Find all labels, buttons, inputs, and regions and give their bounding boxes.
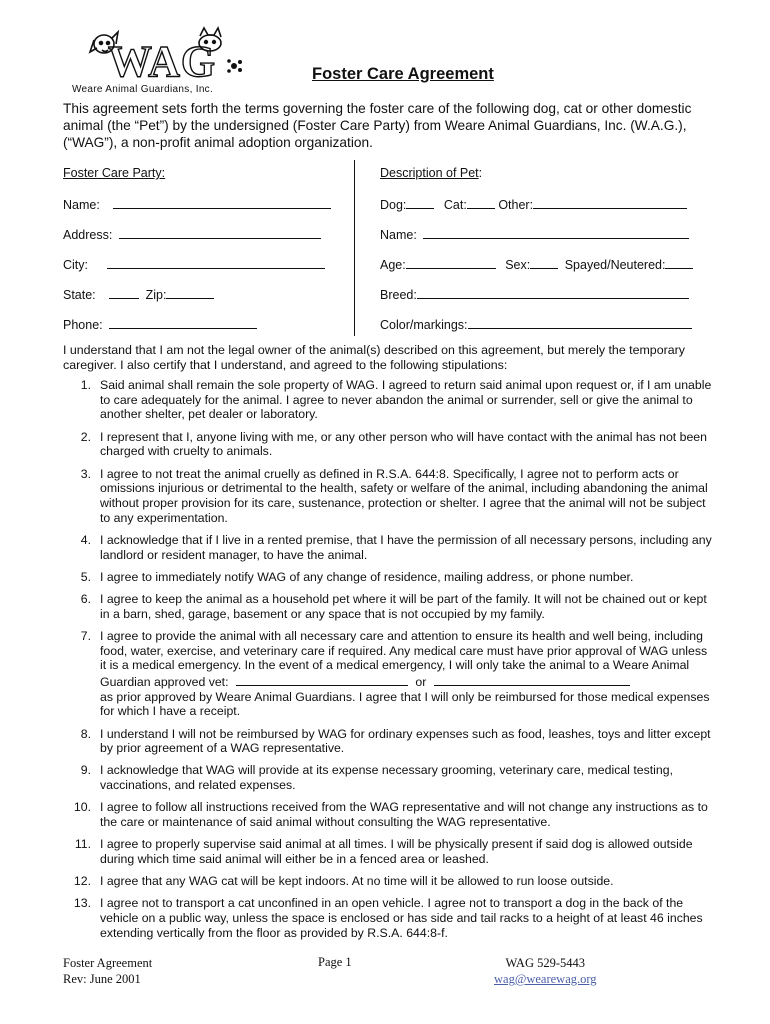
page-title: Foster Care Agreement xyxy=(312,65,494,83)
list-item: 4. I acknowledge that if I live in a rented premise, that I have the permission of all necessary persons, including any landlord or resident manager, to have the animal. xyxy=(80,532,712,562)
foster-party-heading: Foster Care Party: xyxy=(63,166,166,180)
footer-revision: Rev: June 2001 xyxy=(63,972,141,986)
foster-city-row: City: xyxy=(63,256,325,272)
foster-address-field[interactable] xyxy=(119,226,321,239)
footer-doc-name: Foster Agreement xyxy=(63,956,153,970)
list-item: 12. I agree that any WAG cat will be kept indoors. At no time will it be allowed to run loose outside. xyxy=(73,874,614,889)
list-item: 3. I agree to not treat the animal cruelly as defined in R.S.A. 644:8. Specifically, I agree not to perform acts or omissions injurious or detrimental to the health, safety or welfare of the animal, including abandoning the animal without proper provision for its care, sustenance, protection or shelter. I agree that the animal will not be subject to any experimentation. xyxy=(80,466,708,525)
paw-print-icon xyxy=(227,59,242,73)
footer-page-number: Page 1 xyxy=(318,955,352,969)
foster-city-field[interactable] xyxy=(107,256,325,269)
footer-left xyxy=(63,955,152,987)
list-item: 7. I agree to provide the animal with all necessary care and attention to ensure its health and well being, including food, water, exercise, and veterinary care if required. Any medical care must have prior approval of WAG unless it is a medical emergency. In the event of a medical emergency, I will only take the animal to a Weare Animal Guardian approved vet: or as prior approved by Weare Animal Guardians. I agree that I will only be reimbursed for those medical expenses for which I have a receipt. xyxy=(80,628,710,719)
foster-state-field[interactable] xyxy=(109,286,139,299)
pet-heading: Description of Pet: xyxy=(380,166,483,180)
list-item: 13. I agree not to transport a cat unconfined in an open vehicle. I agree not to transport a dog in the back of the vehicle on a public way, unless the space is enclosed or has side and tail racks to a height of at least 46 inches extending vertically from the floor as provided by R.S.A. 644:8-f. xyxy=(73,896,703,940)
understanding-paragraph: I understand that I am not the legal owner of the animal(s) described on this agreement, but merely the temporary caregiver. I also certify that I understand, and agreed to the following stipulations: xyxy=(63,343,685,372)
foster-phone-row: Phone: xyxy=(63,316,257,332)
pet-sex-field[interactable] xyxy=(530,256,558,269)
foster-name-field[interactable] xyxy=(113,196,331,209)
foster-name-row: Name: xyxy=(63,196,331,212)
pet-breed-row: Breed: xyxy=(380,286,689,302)
pet-dog-field[interactable] xyxy=(406,196,434,209)
wag-logo xyxy=(88,26,248,80)
pet-name-row: Name: xyxy=(380,226,689,242)
list-item: 11. I agree to properly supervise said animal at all times. I will be physically present if said dog is allowed outside during which time said animal will either be in a fenced area or leashed. xyxy=(74,837,693,866)
vet-2-field[interactable] xyxy=(434,673,630,686)
pet-type-row: Dog: Cat: Other: xyxy=(380,196,687,212)
foster-phone-field[interactable] xyxy=(109,316,257,329)
pet-color-row: Color/markings: xyxy=(380,316,692,332)
pet-spayed-field[interactable] xyxy=(665,256,693,269)
list-item: 8. I understand I will not be reimbursed by WAG for ordinary expenses such as food, leashes, toys and litter except by prior agreement of a WAG representative. xyxy=(80,726,711,756)
pet-cat-field[interactable] xyxy=(467,196,495,209)
foster-zip-field[interactable] xyxy=(166,286,214,299)
footer-right xyxy=(494,955,597,987)
footer-phone: WAG 529-5443 xyxy=(505,956,586,970)
list-item: 5. I agree to immediately notify WAG of any change of residence, mailing address, or phone number. xyxy=(80,569,634,584)
pet-color-field[interactable] xyxy=(468,316,692,329)
intro-paragraph: This agreement sets forth the terms governing the foster care of the following dog, cat or other domestic animal (the “Pet”) by the undersigned (Foster Care Party) from Weare Animal Guardians, Inc. (W.A.G.), (“WAG”), a non-profit animal adoption organization. xyxy=(63,101,692,150)
org-subtitle: Weare Animal Guardians, Inc. xyxy=(72,84,214,95)
pet-other-field[interactable] xyxy=(533,196,687,209)
list-item: 6. I agree to keep the animal as a household pet where it will be part of the family. It will not be chained out or kept in a barn, shed, garage, basement or any space that is not occupied by my family. xyxy=(80,591,707,621)
list-item: 10. I agree to follow all instructions received from the WAG representative and will not change any instructions as to the care or maintenance of said animal without consulting the WAG representative. xyxy=(73,800,708,830)
foster-state-row: State: Zip: xyxy=(63,286,214,302)
pet-age-field[interactable] xyxy=(406,256,496,269)
logo-text: WAG xyxy=(108,37,217,80)
pet-age-row: Age: Sex: Spayed/Neutered: xyxy=(380,256,693,272)
list-item: 1. Said animal shall remain the sole property of WAG. I agreed to return said animal upon request or, if I am unable to care adequately for the animal. I agree to never abandon the animal or surrender, sell or give the animal to another shelter, pet dealer or laboratory. xyxy=(80,378,712,422)
stipulations-list xyxy=(63,378,713,948)
vet-1-field[interactable] xyxy=(236,673,408,686)
pet-breed-field[interactable] xyxy=(417,286,689,299)
list-item: 2. I represent that I, anyone living with me, or any other person who will have contact with the animal has not been charged with cruelty to animals. xyxy=(80,429,707,459)
foster-address-row: Address: xyxy=(63,226,321,242)
list-item: 9. I acknowledge that WAG will provide at its expense necessary grooming, veterinary care, medical testing, vaccinations, and related expenses. xyxy=(80,763,673,793)
column-divider xyxy=(354,160,355,336)
footer-email-link[interactable]: wag@wearewag.org xyxy=(494,972,597,986)
pet-name-field[interactable] xyxy=(423,226,689,239)
